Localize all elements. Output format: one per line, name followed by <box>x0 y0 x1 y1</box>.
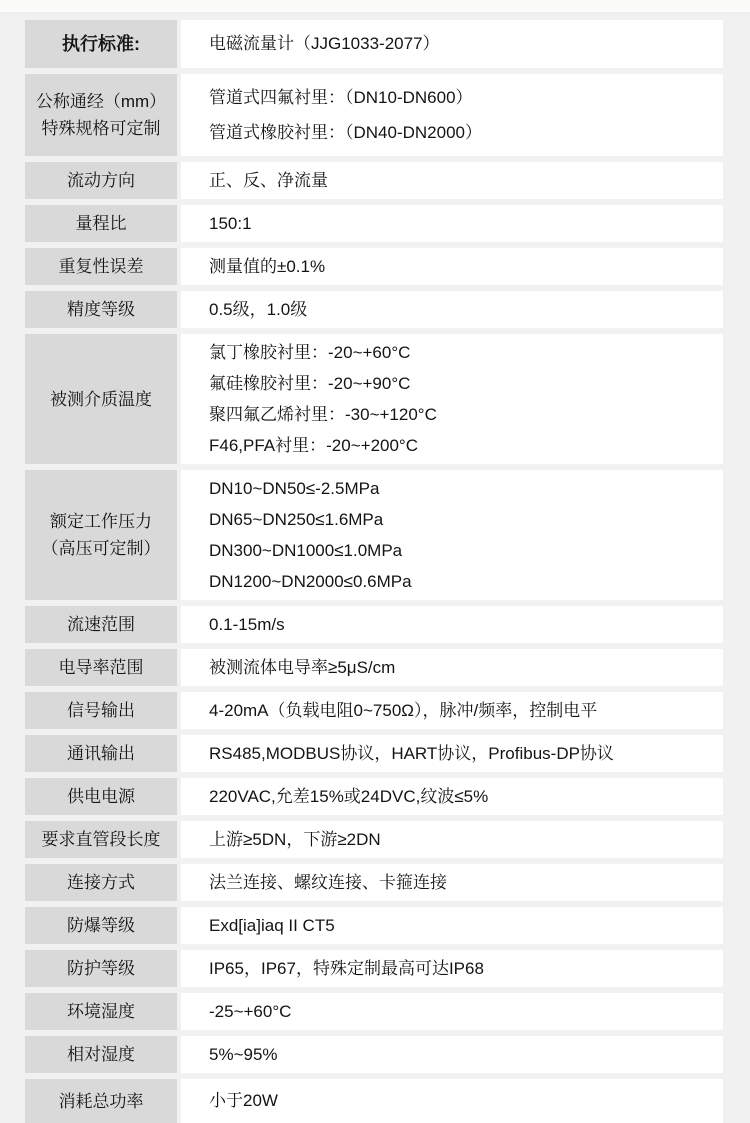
row-value-text: -25~+60°C <box>209 1001 292 1021</box>
row-value-cell <box>181 692 723 729</box>
row-value-cell <box>181 735 723 772</box>
row-label-cell <box>25 821 177 858</box>
row-value-text: 测量值的±0.1% <box>209 256 326 276</box>
row-value-text: 小于20W <box>209 1091 278 1110</box>
row-value-text: 电磁流量计（JJG1033-2077） <box>209 34 440 53</box>
row-value-text: RS485,MODBUS协议，HART协议，Profibus-DP协议 <box>209 743 614 763</box>
row-label-text: 连接方式 <box>67 873 135 892</box>
row-value-text: 150:1 <box>209 213 252 233</box>
row-label-cell <box>25 470 177 600</box>
table-row <box>25 162 723 199</box>
row-value-text: F46,PFA衬里：-20~+200°C <box>209 436 419 455</box>
row-label-text: 电导率范围 <box>58 658 144 677</box>
row-value-text: 氟硅橡胶衬里：-20~+90°C <box>209 374 411 393</box>
table-row <box>25 470 723 600</box>
row-label-cell <box>25 692 177 729</box>
row-label-cell <box>25 649 177 686</box>
row-label-text: 防爆等级 <box>67 916 135 935</box>
row-value-cell <box>181 993 723 1030</box>
row-value-text: 4-20mA（负载电阻0~750Ω），脉冲/频率，控制电平 <box>209 700 598 720</box>
row-value-text: 氯丁橡胶衬里：-20~+60°C <box>209 343 411 362</box>
row-value-text: DN10~DN50≤-2.5MPa <box>209 479 380 498</box>
row-value-text: IP65，IP67，特殊定制最高可达IP68 <box>209 958 484 978</box>
table-row <box>25 1079 723 1123</box>
row-label-cell <box>25 1079 177 1123</box>
row-label-cell <box>25 334 177 464</box>
row-value-cell <box>181 950 723 987</box>
row-label-cell <box>25 993 177 1030</box>
row-value-text: 正、反、净流量 <box>209 170 328 190</box>
table-row <box>25 205 723 242</box>
row-value-cell <box>181 907 723 944</box>
row-label-cell <box>25 162 177 199</box>
row-label-text: 消耗总功率 <box>58 1091 144 1111</box>
table-row <box>25 864 723 901</box>
row-value-cell <box>181 291 723 328</box>
row-value-cell <box>181 162 723 199</box>
row-value-text: 法兰连接、螺纹连接、卡箍连接 <box>209 872 447 892</box>
table-row <box>25 907 723 944</box>
spec-table <box>25 20 723 1123</box>
row-value-text: 0.1-15m/s <box>209 614 285 634</box>
row-value-text: DN65~DN250≤1.6MPa <box>209 510 384 529</box>
row-value-cell <box>181 606 723 643</box>
row-label-cell <box>25 74 177 156</box>
row-label-text: 供电电源 <box>67 787 135 806</box>
table-row <box>25 606 723 643</box>
row-label-cell <box>25 864 177 901</box>
table-row <box>25 74 723 156</box>
page-top-strip <box>0 0 750 13</box>
row-value-text: 管道式橡胶衬里：（DN40-DN2000） <box>209 123 482 143</box>
row-value-cell <box>181 74 723 156</box>
row-label-text: 特殊规格可定制 <box>41 119 161 138</box>
table-row <box>25 334 723 464</box>
row-value-cell <box>181 778 723 815</box>
row-value-cell <box>181 334 723 464</box>
row-value-cell <box>181 205 723 242</box>
row-label-cell <box>25 950 177 987</box>
row-label-cell <box>25 291 177 328</box>
row-label-cell <box>25 778 177 815</box>
table-row <box>25 778 723 815</box>
row-label-text: 流速范围 <box>67 615 135 634</box>
table-row <box>25 993 723 1030</box>
row-value-text: 聚四氟乙烯衬里：-30~+120°C <box>209 405 437 424</box>
row-label-text: 要求直管段长度 <box>41 830 161 849</box>
row-value-text: DN300~DN1000≤1.0MPa <box>209 541 403 560</box>
row-label-cell <box>25 606 177 643</box>
row-label-text: 精度等级 <box>67 300 135 319</box>
row-label-text: 流动方向 <box>67 171 135 190</box>
row-label-text: 信号输出 <box>67 701 135 720</box>
row-label-text: 环境湿度 <box>67 1002 135 1021</box>
row-label-text: 执行标准: <box>62 33 140 54</box>
row-label-text: 公称通经（mm） <box>35 92 167 111</box>
row-label-cell <box>25 1036 177 1073</box>
row-label-text: （高压可定制） <box>41 539 161 558</box>
row-label-cell <box>25 907 177 944</box>
spec-sheet <box>0 20 750 1123</box>
table-row <box>25 821 723 858</box>
row-value-text: Exd[ia]iaq II CT5 <box>209 915 335 935</box>
table-row <box>25 248 723 285</box>
row-value-cell <box>181 20 723 68</box>
row-label-text: 量程比 <box>75 214 127 233</box>
row-value-text: 0.5级，1.0级 <box>209 299 308 319</box>
table-row <box>25 735 723 772</box>
table-row <box>25 20 723 68</box>
row-value-text: 220VAC,允差15%或24DVC,纹波≤5% <box>209 786 489 806</box>
row-label-text: 通讯输出 <box>67 744 135 763</box>
row-label-cell <box>25 735 177 772</box>
row-value-cell <box>181 649 723 686</box>
row-label-text: 相对湿度 <box>67 1045 135 1064</box>
row-label-text: 防护等级 <box>67 959 135 978</box>
row-value-cell <box>181 1036 723 1073</box>
row-value-cell <box>181 470 723 600</box>
row-value-cell <box>181 821 723 858</box>
table-row <box>25 950 723 987</box>
table-row <box>25 291 723 328</box>
row-label-text: 被测介质温度 <box>50 389 152 409</box>
row-label-text: 额定工作压力 <box>50 512 152 531</box>
row-value-cell <box>181 864 723 901</box>
row-value-text: 5%~95% <box>209 1044 278 1064</box>
row-value-text: 管道式四氟衬里：（DN10-DN600） <box>209 87 473 107</box>
row-value-text: DN1200~DN2000≤0.6MPa <box>209 572 412 591</box>
row-value-text: 上游≥5DN，下游≥2DN <box>209 829 381 849</box>
row-value-cell <box>181 1079 723 1123</box>
row-label-cell <box>25 248 177 285</box>
row-label-cell <box>25 20 177 68</box>
row-value-text: 被测流体电导率≥5μS/cm <box>209 657 396 677</box>
table-row <box>25 1036 723 1073</box>
table-row <box>25 649 723 686</box>
row-label-cell <box>25 205 177 242</box>
row-label-text: 重复性误差 <box>58 257 144 276</box>
row-value-cell <box>181 248 723 285</box>
table-row <box>25 692 723 729</box>
